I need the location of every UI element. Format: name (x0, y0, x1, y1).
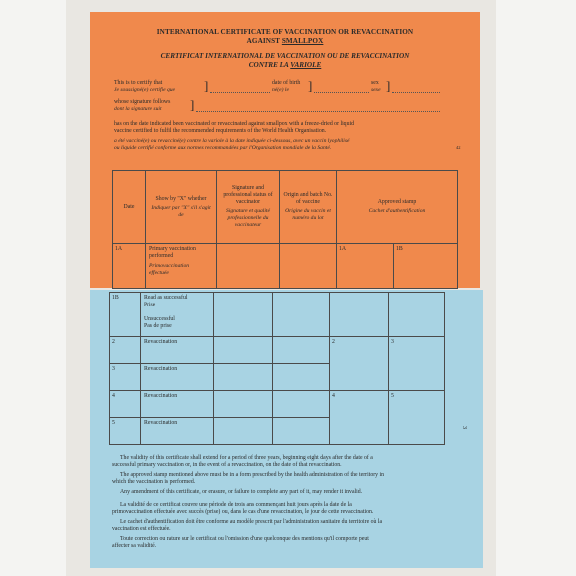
row-1b-number: 1B (112, 295, 119, 301)
note-line: The validity of this certificate shall extend for a period of three years, beginning eight days after the date of a (120, 455, 373, 461)
dob-en: date of birth (272, 80, 301, 86)
note-line: The approved stamp mentioned above must be in a form prescribed by the health administration of the territory in (120, 472, 385, 478)
note-line: Le cachet d'authentification doit être conforme au modèle prescrit par l'administration sanitaire du territoire où la (120, 519, 383, 525)
row-1a-date-cell[interactable] (113, 244, 146, 289)
title-fr-line1: CERTIFICAT INTERNATIONAL DE VACCINATION OU DE REVACCINATION (160, 52, 410, 60)
row-3-origin-cell[interactable] (273, 364, 330, 391)
successful-fr: Prise (144, 302, 156, 308)
row-1a-origin-cell[interactable] (280, 244, 337, 289)
header-show-fr: Indiquer par "X" s'il s'agit de (151, 204, 211, 218)
bracket: ] (386, 78, 391, 93)
stamp-2-cell[interactable] (330, 337, 389, 391)
header-stamp-en: Approved stamp (377, 199, 417, 205)
signature-en: whose signature follows (114, 99, 171, 105)
stamp-4-cell[interactable] (330, 391, 389, 445)
row-1b-type-cell[interactable] (141, 293, 214, 337)
row-2-number: 2 (112, 339, 115, 345)
header-stamp-cell (337, 171, 458, 244)
revaccination-label: Revaccination (144, 366, 178, 372)
header-signature-en: Signature and professional status of vaccinator (223, 185, 273, 205)
row-2-type-cell[interactable] (141, 337, 214, 364)
signature-fr: dont la signature suit (114, 106, 162, 112)
stamp-3-label: 3 (391, 339, 394, 345)
primary-vaccination-fr: Primovaccination effectuée (149, 263, 190, 276)
orange-certificate-page (90, 12, 480, 288)
primary-vaccination-en: Primary vaccination performed (149, 246, 196, 259)
row-5-signature-cell[interactable] (214, 418, 273, 445)
dob-fr: né(e) le (272, 87, 289, 93)
row-4-number: 4 (112, 393, 115, 399)
stamp-1a-label: 1A (339, 246, 347, 252)
row-5-type-cell[interactable] (141, 418, 214, 445)
para-fr-line2: ou liquide certifié conforme aux normes recommandées par l'Organisation mondiale de la Santé. (114, 145, 332, 151)
stamp-2-label: 2 (332, 339, 335, 345)
row-1a-stamp-a-cell[interactable] (337, 244, 394, 289)
row-4-type-cell[interactable] (141, 391, 214, 418)
stamp-1b-label: 1B (396, 246, 403, 252)
row-1a-type-cell[interactable] (146, 244, 217, 289)
row-3-type-cell[interactable] (141, 364, 214, 391)
row-3-signature-cell[interactable] (214, 364, 273, 391)
stamp-3-cell[interactable] (389, 337, 445, 391)
revaccination-label: Revaccination (144, 420, 178, 426)
sex-field[interactable] (392, 92, 440, 93)
row-4-date-cell[interactable] (110, 391, 141, 418)
unsuccessful-fr: Pas de prise (144, 323, 172, 329)
row-1b-stamp-b-cell[interactable] (389, 293, 445, 337)
form-code: 42 (456, 145, 461, 150)
header-origin-fr: Origine du vaccin et numéro du lot (285, 208, 331, 221)
revaccination-label: Revaccination (144, 393, 178, 399)
certify-fr: Je soussigné(e) certifie que (114, 87, 176, 93)
dob-field[interactable] (314, 92, 369, 93)
row-2-date-cell[interactable] (110, 337, 141, 364)
header-date-cell (113, 171, 146, 244)
successful-en: Read as successful (144, 295, 188, 301)
row-3-number: 3 (112, 366, 115, 372)
note-line: primovaccination effectuée avec succès (prise) ou, dans le cas d'une revaccination, le jour de cette revaccination. (112, 509, 374, 515)
row-3-date-cell[interactable] (110, 364, 141, 391)
para-en-line2: vaccine certified to fulfil the recommended requirements of the World Health Organisation. (114, 128, 327, 134)
bracket: ] (308, 78, 313, 93)
row-5-date-cell[interactable] (110, 418, 141, 445)
vaccination-table-bottom (109, 292, 445, 445)
note-line: Any amendment of this certificate, or erasure, or failure to complete any part of it, may render it invalid. (120, 489, 363, 495)
row-5-number: 5 (112, 420, 115, 426)
stamp-4-label: 4 (332, 393, 335, 399)
note-line: vaccination est effectuée. (112, 526, 171, 532)
name-field[interactable] (210, 92, 270, 93)
row-2-origin-cell[interactable] (273, 337, 330, 364)
certify-en: This is to certify that (114, 80, 163, 86)
row-1b-signature-cell[interactable] (214, 293, 273, 337)
title-fr-line2: CONTRE LA VARIOLE (248, 61, 322, 69)
title-en-line1: INTERNATIONAL CERTIFICATE OF VACCINATION OR REVACCINATION (156, 28, 414, 36)
header-show-en: Show by "X" whether (155, 195, 207, 202)
title-en-line2: AGAINST SMALLPOX (246, 37, 324, 45)
row-5-origin-cell[interactable] (273, 418, 330, 445)
note-line: which the vaccination is performed. (112, 479, 196, 485)
side-mark: 3 (461, 426, 467, 429)
vaccination-table-top (112, 170, 458, 289)
signature-field[interactable] (196, 111, 440, 112)
note-line: Toute correction ou rature sur le certificat ou l'omission d'une quelconque des mentions qu'il comporte peut (120, 536, 369, 542)
row-1b-origin-cell[interactable] (273, 293, 330, 337)
sex-fr: sexe (371, 87, 381, 93)
row-1a-stamp-b-cell[interactable] (394, 244, 458, 289)
revaccination-label: Revaccination (144, 339, 178, 345)
stamp-5-label: 5 (391, 393, 394, 399)
header-origin-en: Origin and batch No. of vaccine (283, 192, 333, 205)
row-1a-number: 1A (115, 246, 123, 252)
unsuccessful-en: Unsuccessful (144, 316, 175, 322)
stamp-5-cell[interactable] (389, 391, 445, 445)
row-1b-stamp-a-cell[interactable] (330, 293, 389, 337)
row-1a-signature-cell[interactable] (217, 244, 280, 289)
row-4-origin-cell[interactable] (273, 391, 330, 418)
row-4-signature-cell[interactable] (214, 391, 273, 418)
para-en-line1: has on the date indicated been vaccinated or revaccinated against smallpox with a freeze-dried or liquid (114, 121, 354, 127)
bracket: ] (204, 78, 209, 93)
header-show-cell (146, 171, 217, 244)
header-signature-cell (217, 171, 280, 244)
note-line: La validité de ce certificat couvre une période de trois ans commençant huit jours après la date de la (120, 502, 352, 508)
row-1b-date-cell[interactable] (110, 293, 141, 337)
header-date: Date (123, 203, 135, 210)
bracket: ] (190, 97, 195, 112)
blue-certificate-page (90, 290, 483, 568)
sex-en: sex (371, 80, 379, 86)
header-signature-fr: Signature et qualité professionnelle du vaccinateur (226, 208, 270, 228)
note-line: affecter sa validité. (112, 543, 157, 549)
header-stamp-fr: Cachet d'authentification (368, 208, 426, 214)
header-origin-cell (280, 171, 337, 244)
para-fr-line1: a été vacciné(e) ou revacciné(e) contre la variole à la date indiquée ci-dessous, avec un vaccin lyophilisé (114, 138, 350, 144)
note-line: successful primary vaccination or, in the event of a revaccination, on the date of that revaccination. (112, 462, 342, 468)
row-2-signature-cell[interactable] (214, 337, 273, 364)
